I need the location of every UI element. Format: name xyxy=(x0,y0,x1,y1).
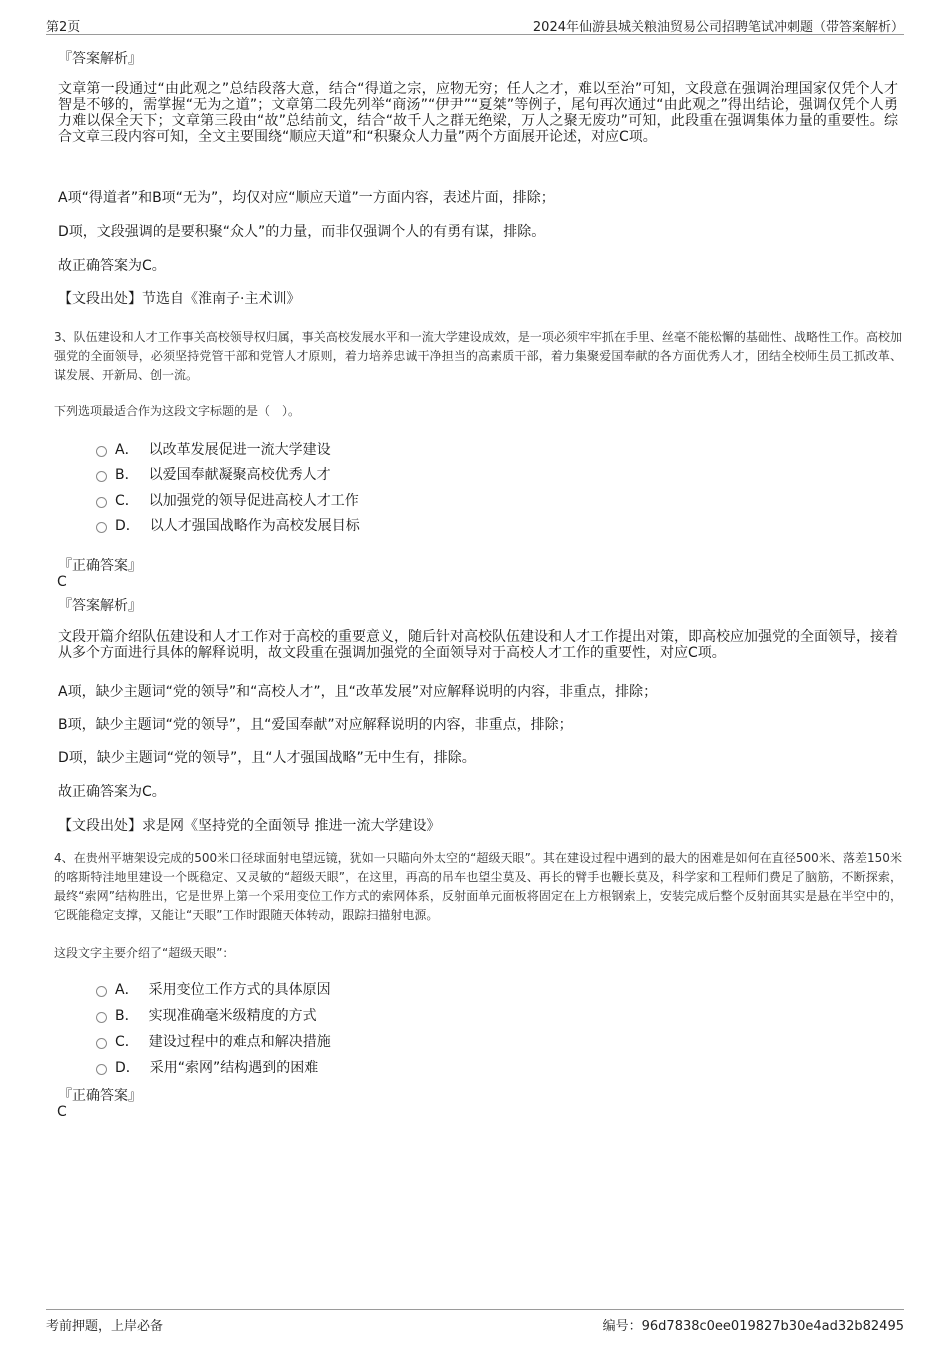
radio-icon[interactable] xyxy=(96,497,107,508)
question-3-prompt: 下列选项最适合作为这段文字标题的是（ ）。 xyxy=(54,404,301,418)
question-4-option-b[interactable] xyxy=(96,1005,317,1025)
radio-icon[interactable] xyxy=(96,522,107,533)
option-text: 以改革发展促进一流大学建设 xyxy=(148,442,331,458)
option-text: 以加强党的领导促进高校人才工作 xyxy=(148,493,359,509)
question-4-option-c[interactable] xyxy=(96,1031,331,1051)
question-3-option-c[interactable] xyxy=(96,490,359,510)
analysis-conclusion: 故正确答案为C。 xyxy=(58,784,166,800)
document-id: 编号：96d7838c0ee019827b30e4ad32b82495 xyxy=(602,1319,904,1334)
radio-icon[interactable] xyxy=(96,1012,107,1023)
analysis-option-d-note: D项，缺少主题词“党的领导”，且“人才强国战略”无中生有，排除。 xyxy=(58,750,476,766)
question-3-option-d[interactable] xyxy=(96,515,360,535)
question-4-prompt: 这段文字主要介绍了“超级天眼”： xyxy=(54,946,235,960)
analysis-option-a-note: A项“得道者”和B项“无为”，均仅对应“顺应天道”一方面内容，表述片面，排除； xyxy=(58,190,555,206)
question-4-option-a[interactable] xyxy=(96,979,331,999)
passage-source: 【文段出处】求是网《坚持党的全面领导 推进一流大学建设》 xyxy=(58,818,441,834)
radio-icon[interactable] xyxy=(96,446,107,457)
option-letter: D． xyxy=(115,518,140,534)
analysis-option-b-note: B项，缺少主题词“党的领导”，且“爱国奉献”对应解释说明的内容，非重点，排除； xyxy=(58,717,573,733)
option-text: 实现准确毫米级精度的方式 xyxy=(148,1008,317,1024)
analysis-paragraph: 文段开篇介绍队伍建设和人才工作对于高校的重要意义，随后针对高校队伍建设和人才工作提出对策，即高校应加强党的全面领导，接着从多个方面进行具体的解释说明，故文段重在强调加强党的全面领导对于高校人才工作的重要性，对应C项。 xyxy=(58,629,898,661)
option-letter: D． xyxy=(115,1060,140,1076)
option-letter: A． xyxy=(115,982,139,998)
option-text: 以爱国奉献凝聚高校优秀人才 xyxy=(148,467,331,483)
correct-answer-label: 『正确答案』 xyxy=(58,1088,142,1104)
correct-answer: C xyxy=(57,574,67,590)
option-text: 建设过程中的难点和解决措施 xyxy=(148,1034,331,1050)
option-text: 以人才强国战略作为高校发展目标 xyxy=(149,518,360,534)
option-letter: B． xyxy=(115,1008,139,1024)
radio-icon[interactable] xyxy=(96,1064,107,1075)
document-title: 2024年仙游县城关粮油贸易公司招聘笔试冲刺题（带答案解析） xyxy=(532,20,904,35)
option-letter: B． xyxy=(115,467,139,483)
question-3-option-a[interactable] xyxy=(96,439,331,459)
analysis-label: 『答案解析』 xyxy=(58,598,142,614)
correct-answer: C xyxy=(57,1104,67,1120)
analysis-conclusion: 故正确答案为C。 xyxy=(58,258,166,274)
radio-icon[interactable] xyxy=(96,986,107,997)
radio-icon[interactable] xyxy=(96,1038,107,1049)
option-letter: C． xyxy=(115,493,139,509)
analysis-label: 『答案解析』 xyxy=(58,51,142,67)
option-text: 采用变位工作方式的具体原因 xyxy=(148,982,331,998)
question-3-text: 3、队伍建设和人才工作事关高校领导权归属，事关高校发展水平和一流大学建设成效，是一项必须牢牢抓在手里、丝毫不能松懈的基础性、战略性工作。高校加强党的全面领导，必须坚持党管干部和党管人才原则，着力培养忠诚干净担当的高素质干部，着力集聚爱国奉献的各方面优秀人才，团结全校师生员工抓改革、谋发展、开新局、创一流。 xyxy=(54,330,902,382)
page-footer xyxy=(46,1309,904,1332)
radio-icon[interactable] xyxy=(96,471,107,482)
analysis-option-a-note: A项，缺少主题词“党的领导”和“高校人才”，且“改革发展”对应解释说明的内容，非重点，排除； xyxy=(58,684,658,700)
option-letter: C． xyxy=(115,1034,139,1050)
page-header xyxy=(46,14,904,35)
question-3-option-b[interactable] xyxy=(96,464,331,484)
analysis-paragraph: 文章第一段通过“由此观之”总结段落大意，结合“得道之宗，应物无穷；任人之才，难以至治”可知，文段意在强调治理国家仅凭个人才智是不够的，需掌握“无为之道”；文章第二段先列举“商汤”“伊尹”“夏桀”等例子，尾句再次通过“由此观之”得出结论，强调仅凭个人勇力难以保全天下；文章第三段由“故”总结前文，结合“故千人之群无绝梁，万人之聚无废功”可知，此段重在强调集体力量的重要性。综合文章三段内容可知，全文主要围绕“顺应天道”和“积聚众人力量”两个方面展开论述，对应C项。 xyxy=(58,81,898,145)
analysis-option-d-note: D项，文段强调的是要积聚“众人”的力量，而非仅强调个人的有勇有谋，排除。 xyxy=(58,224,546,240)
question-4-text: 4、在贵州平塘架设完成的500米口径球面射电望远镜，犹如一只瞄向外太空的“超级天眼”。其在建设过程中遇到的最大的困难是如何在直径500米、落差150米的喀斯特洼地里建设一个既稳定、又灵敏的“超级天眼”，在这里，再高的吊车也望尘莫及、再长的臂手也鞭长莫及，科学家和工程师们费足了脑筋，不断探索，最终“索网”结构胜出，它是世界上第一个采用变位工作方式的索网体系，反射面单元面板将固定在上方根钢索上，安装完成后整个反射面其实是悬在半空中的，它既能稳定支撑，又能让“天眼”工作时跟随天体转动，跟踪扫描射电源。 xyxy=(54,851,902,922)
page-number: 第2页 xyxy=(46,20,81,35)
correct-answer-label: 『正确答案』 xyxy=(58,558,142,574)
option-letter: A． xyxy=(115,442,139,458)
footer-slogan: 考前押题，上岸必备 xyxy=(46,1319,164,1334)
passage-source: 【文段出处】节选自《淮南子·主术训》 xyxy=(58,291,301,307)
question-4-option-d[interactable] xyxy=(96,1057,318,1077)
option-text: 采用“索网”结构遇到的困难 xyxy=(149,1060,319,1076)
